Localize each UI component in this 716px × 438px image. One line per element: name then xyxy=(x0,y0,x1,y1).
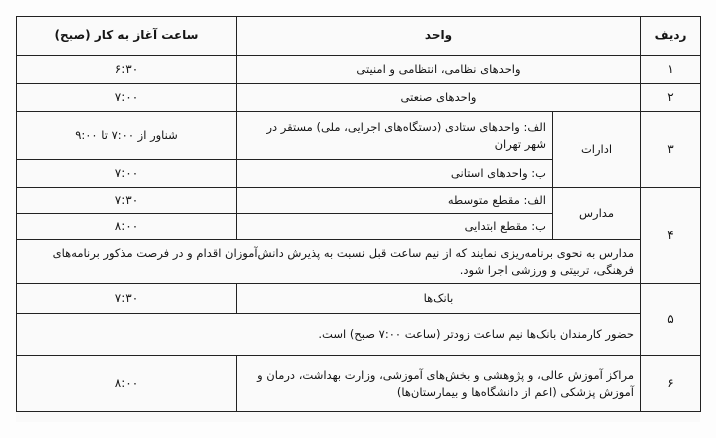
unit-cell: واحدهای صنعتی xyxy=(237,84,641,112)
header-start-time: ساعت آغاز به کار (صبح) xyxy=(17,17,237,56)
time-cell: ۷:۳۰ xyxy=(17,284,237,314)
time-cell: ۷:۳۰ xyxy=(17,188,237,214)
time-cell: ۶:۳۰ xyxy=(17,56,237,84)
time-cell: ۷:۰۰ xyxy=(17,160,237,188)
time-cell: ۷:۰۰ xyxy=(17,84,237,112)
sub-unit-cell: الف: مقطع متوسطه xyxy=(237,188,553,214)
table-row xyxy=(17,56,701,84)
schedule-table xyxy=(16,16,701,412)
unit-cell: بانک‌ها xyxy=(237,284,641,314)
row-number: ۵ xyxy=(641,284,701,356)
table-row xyxy=(17,84,701,112)
sub-unit-cell: الف: واحدهای ستادی (دستگاه‌های اجرایی، ملی) مستقر در شهر تهران xyxy=(237,112,553,160)
group-cell: مدارس xyxy=(553,188,641,240)
group-cell: ادارات xyxy=(553,112,641,188)
table-row xyxy=(17,284,701,314)
header-row xyxy=(17,17,701,56)
schedule-document xyxy=(16,16,700,422)
row-number: ۴ xyxy=(641,188,701,284)
row-number: ۳ xyxy=(641,112,701,188)
note-cell: مدارس به نحوی برنامه‌ریزی نمایند که از نیم ساعت قبل نسبت به پذیرش دانش‌آموزان اقدام و در فرصت مذکور برنامه‌های فرهنگی، تربیتی و ورزشی اجرا شود. xyxy=(17,240,641,284)
header-unit: واحد xyxy=(237,17,641,56)
table-row xyxy=(17,112,701,160)
time-cell: ۸:۰۰ xyxy=(17,356,237,412)
time-cell: ۸:۰۰ xyxy=(17,214,237,240)
unit-cell: واحدهای نظامی، انتظامی و امنیتی xyxy=(237,56,641,84)
unit-cell: مراکز آموزش عالی، و پژوهشی و بخش‌های آموزشی، وزارت بهداشت، درمان و آموزش پزشکی (اعم از دانشگاه‌ها و بیمارستان‌ها) xyxy=(237,356,641,412)
row-number: ۶ xyxy=(641,356,701,412)
row-number: ۲ xyxy=(641,84,701,112)
time-cell: شناور از ۷:۰۰ تا ۹:۰۰ xyxy=(17,112,237,160)
table-row xyxy=(17,314,701,356)
table-row xyxy=(17,188,701,214)
sub-unit-cell: ب: واحدهای استانی xyxy=(237,160,553,188)
table-row xyxy=(17,240,701,284)
row-number: ۱ xyxy=(641,56,701,84)
header-row-number: ردیف xyxy=(641,17,701,56)
table-row xyxy=(17,356,701,412)
note-cell: حضور کارمندان بانک‌ها نیم ساعت زودتر (ساعت ۷:۰۰ صبح) است. xyxy=(17,314,641,356)
sub-unit-cell: ب: مقطع ابتدایی xyxy=(237,214,553,240)
